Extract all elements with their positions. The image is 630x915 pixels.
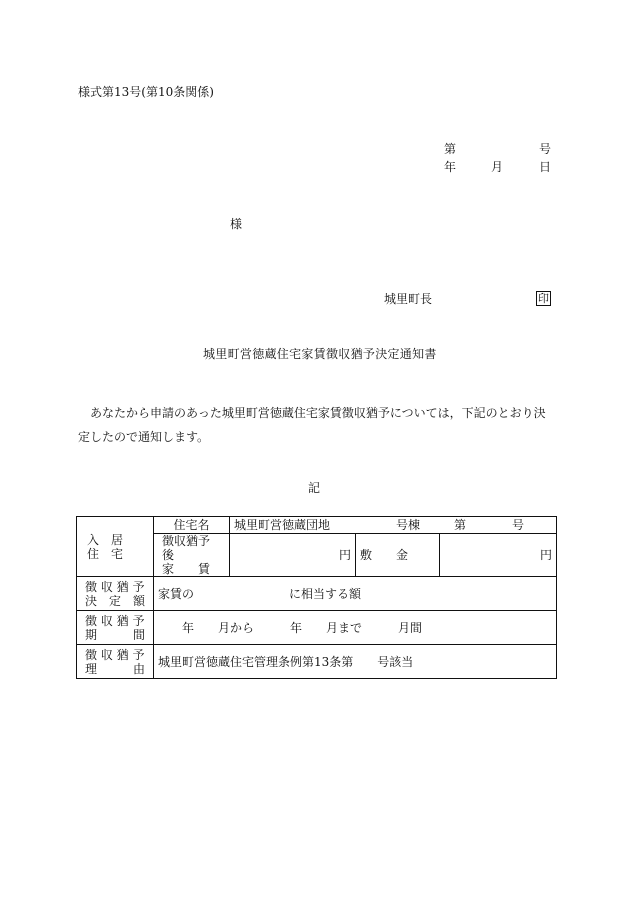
amount-prefix: 家賃の [158, 586, 195, 601]
period-label [77, 611, 154, 645]
table-row [77, 577, 557, 611]
number-prefix: 第 [444, 142, 457, 156]
table-row [77, 517, 557, 534]
form-table [76, 516, 557, 679]
form-number: 様式第13号(第10条関係) [78, 85, 214, 99]
amount-label-bottom: 決 定 額 [85, 593, 146, 608]
rent-after-label-top: 徴収猶予後 [162, 534, 211, 562]
rent-unit: 円 [230, 534, 356, 577]
body-text: あなたから申請のあった城里町営徳蔵住宅家賃徴収猶予については，下記のとおり決定したので通知します。 [78, 406, 546, 444]
row-header-top: 入 居 [87, 532, 124, 547]
reason-label [77, 645, 154, 679]
amount-label [77, 577, 154, 611]
amount-label-top: 徴 収 猶 予 [85, 579, 145, 594]
table-row [77, 611, 557, 645]
housing-name-cell [230, 517, 557, 534]
addressee-suffix: 様 [230, 217, 243, 231]
document-title: 城里町営徳蔵住宅家賃徴収猶予決定通知書 [203, 347, 437, 361]
date-year: 年 [444, 160, 457, 174]
row-header-bottom: 住 宅 [87, 546, 124, 561]
period-text: 年 月から 年 月まで 月間 [154, 611, 557, 645]
room-suffix: 号 [512, 518, 525, 532]
issuer: 城里町長 [384, 292, 433, 306]
row-header-residence [77, 517, 154, 577]
rent-after-label-bottom: 家 賃 [162, 562, 211, 576]
table-row [77, 645, 557, 679]
housing-name-label: 住宅名 [154, 517, 230, 534]
housing-name-value: 城里町営徳蔵団地 [234, 518, 331, 532]
reason-label-bottom: 理 由 [85, 661, 146, 676]
reason-label-top: 徴 収 猶 予 [85, 647, 145, 662]
deposit-label: 敷 金 [356, 534, 440, 577]
reason-text: 城里町営徳蔵住宅管理条例第13条第 号該当 [154, 645, 557, 679]
amount-suffix: に相当する額 [289, 586, 362, 601]
rent-after-label [154, 534, 230, 577]
amount-cell [154, 577, 557, 611]
date-day: 日 [539, 160, 552, 174]
ki-heading: 記 [308, 481, 321, 495]
room-prefix: 第 [454, 518, 467, 532]
period-label-bottom: 期 間 [85, 627, 146, 642]
seal-mark: 印 [538, 292, 549, 305]
building-suffix: 号棟 [396, 518, 421, 532]
period-label-top: 徴 収 猶 予 [85, 613, 145, 628]
deposit-unit: 円 [440, 534, 557, 577]
date-month: 月 [491, 160, 504, 174]
number-suffix: 号 [539, 142, 552, 156]
